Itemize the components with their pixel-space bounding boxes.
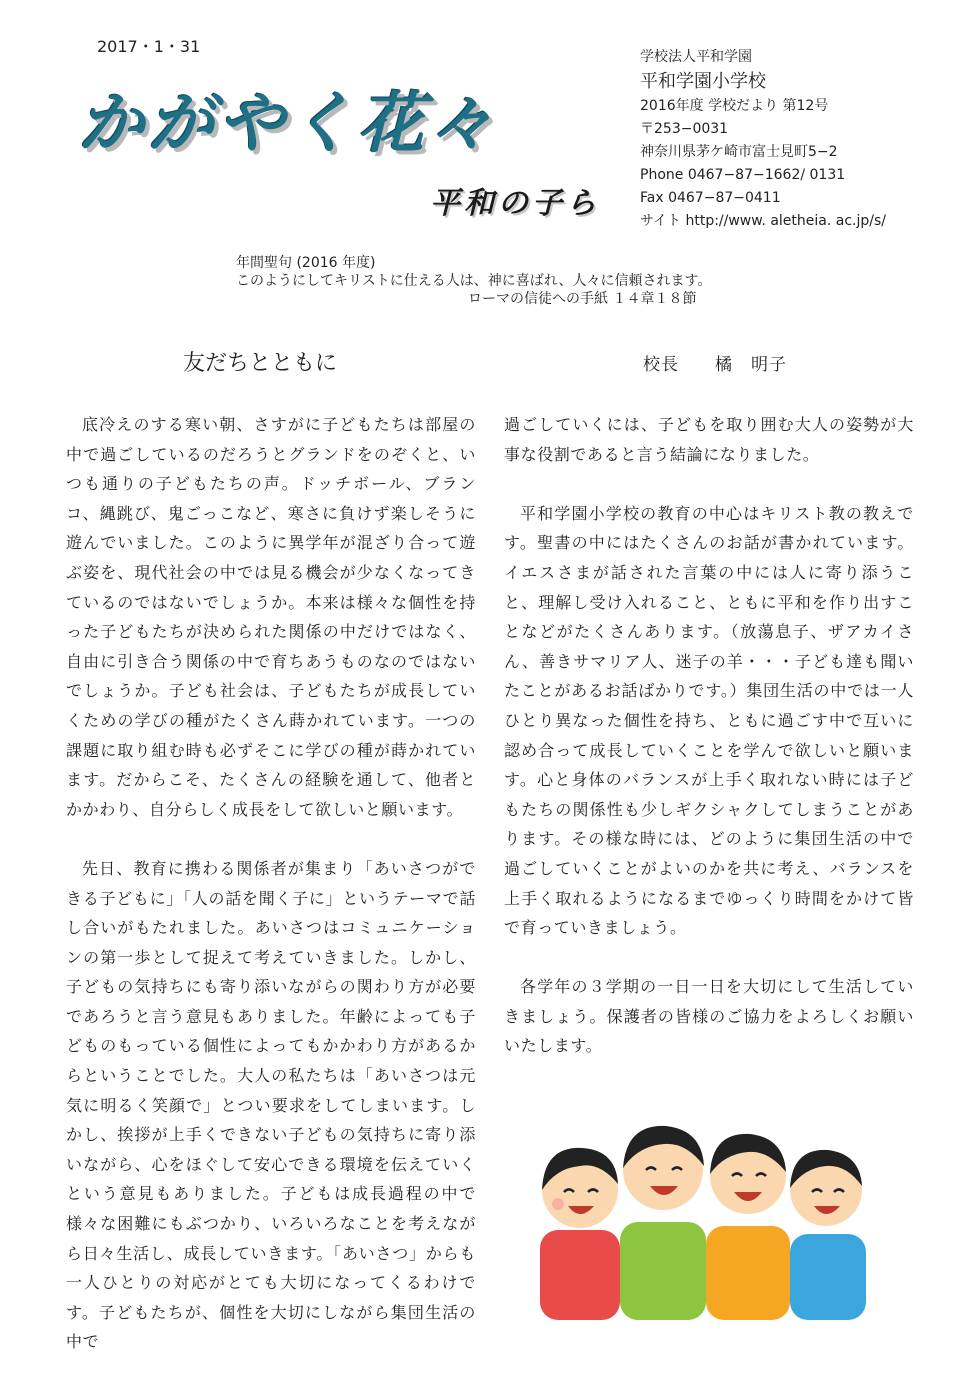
paragraph: 過ごしていくには、子どもを取り囲む大人の姿勢が大事な役割であると言う結論になりました。	[504, 415, 914, 464]
article-title: 友だちとともに	[183, 351, 338, 376]
article-author: 校長 橘 明子	[643, 355, 787, 375]
newsletter-subtitle: 平和の子ら	[430, 186, 600, 221]
newsletter-title: かがやく花々	[78, 85, 498, 162]
article-column-right	[504, 410, 914, 1061]
paragraph: 底冷えのする寒い朝、さすがに子どもたちは部屋の中で過ごしているのだろうとグランドをのぞくと、いつも通りの子どもたちの声。ドッチボール、ブランコ、縄跳び、鬼ごっこなど、寒さに負けず楽しそうに遊んでいました。このように異学年が混ざり合って遊ぶ姿を、現代社会の中では見る機会が少なくなってきているのではないでしょうか。本来は様々な個性を持った子どもたちが決められた関係の中だけではなく、自由に引き合う関係の中で育ちあうものなのではないでしょうか。子ども社会は、子どもたちが成長していくための学びの種がたくさん蒔かれています。一つの課題に取り組む時も必ずそこに学びの種が蒔かれています。だからこそ、たくさんの経験を通して、他者とかかわり、自分らしく成長をして欲しいと願います。	[66, 415, 476, 819]
school-corporation: 学校法人平和学園	[640, 49, 752, 65]
child-2	[620, 1126, 706, 1320]
verse-reference: ローマの信徒への手紙 １４章１８節	[468, 291, 697, 307]
verse-heading: 年間聖句 (2016 年度)	[236, 255, 376, 271]
paragraph: 先日、教育に携わる関係者が集まり「あいさつができる子どもに」「人の話を聞く子に」というテーマで話し合いがもたれました。あいさつはコミュニケーションの第一歩として捉えて考えていきました。しかし、子どもの気持ちにも寄り添いながらの関わり方が必要であろうと言う意見もありました。年齢によっても子どものもっている個性によってもかかわり方があるからということでした。大人の私たちは「あいさつは元気に明るく笑顔で」とつい要求をしてしまいます。しかし、挨拶が上手くできない子どもの気持ちに寄り添いながら、心をほぐして安心できる環境を伝えていくという意見もありました。子どもは成長過程の中で様々な困難にもぶつかり、いろいろなことを考えながら日々生活し、成長していきます。「あいさつ」からも一人ひとりの対応がとても大切になってくるわけです。子どもたちが、個性を大切にしながら集団生活の中で	[66, 858, 476, 1352]
child-4	[790, 1150, 866, 1320]
verse-text: このようにしてキリストに仕える人は、神に喜ばれ、人々に信頼されます。	[236, 273, 712, 289]
children-illustration	[520, 1110, 880, 1320]
school-website: サイト http://www. aletheia. ac.jp/s/	[640, 213, 886, 229]
school-fax: Fax 0467−87−0411	[640, 190, 781, 206]
annual-verse	[236, 254, 711, 308]
paragraph: 平和学園小学校の教育の中心はキリスト教の教えです。聖書の中にはたくさんのお話が書かれています。イエスさまが話された言葉の中には人に寄り添うこと、理解し受け入れること、ともに平和を作り出すことなどがたくさんあります。（放蕩息子、ザアカイさん、善きサマリア人、迷子の羊・・・子ども達も聞いたことがあるお話ばかりです。）集団生活の中では一人ひとり異なった個性を持ち、ともに過ごす中で互いに認め合って成長していくことを学んで欲しいと願います。心と身体のバランスが上手く取れない時には子どもたちの関係性も少しギクシャクしてしまうことがあります。その様な時には、どのように集団生活の中で過ごしていくことがよいのかを共に考え、バランスを上手く取れるようになるまでゆっくり時間をかけて皆で育っていきましょう。	[504, 503, 914, 938]
child-3	[706, 1134, 790, 1320]
child-1	[540, 1148, 620, 1320]
postal-code: 〒253−0031	[640, 121, 729, 137]
paragraph: 各学年の３学期の一日一日を大切にして生活していきましょう。保護者の皆様のご協力をよろしくお願いいたします。	[504, 977, 914, 1056]
school-name: 平和学園小学校	[640, 71, 766, 92]
school-info	[640, 46, 886, 233]
school-address: 神奈川県茅ケ崎市富士見町5−2	[640, 144, 838, 160]
issue-number: 2016年度 学校だより 第12号	[640, 98, 829, 114]
issue-date: 2017・1・31	[97, 37, 201, 56]
school-phone: Phone 0467−87−1662/ 0131	[640, 167, 846, 183]
article-column-left	[66, 410, 476, 1357]
